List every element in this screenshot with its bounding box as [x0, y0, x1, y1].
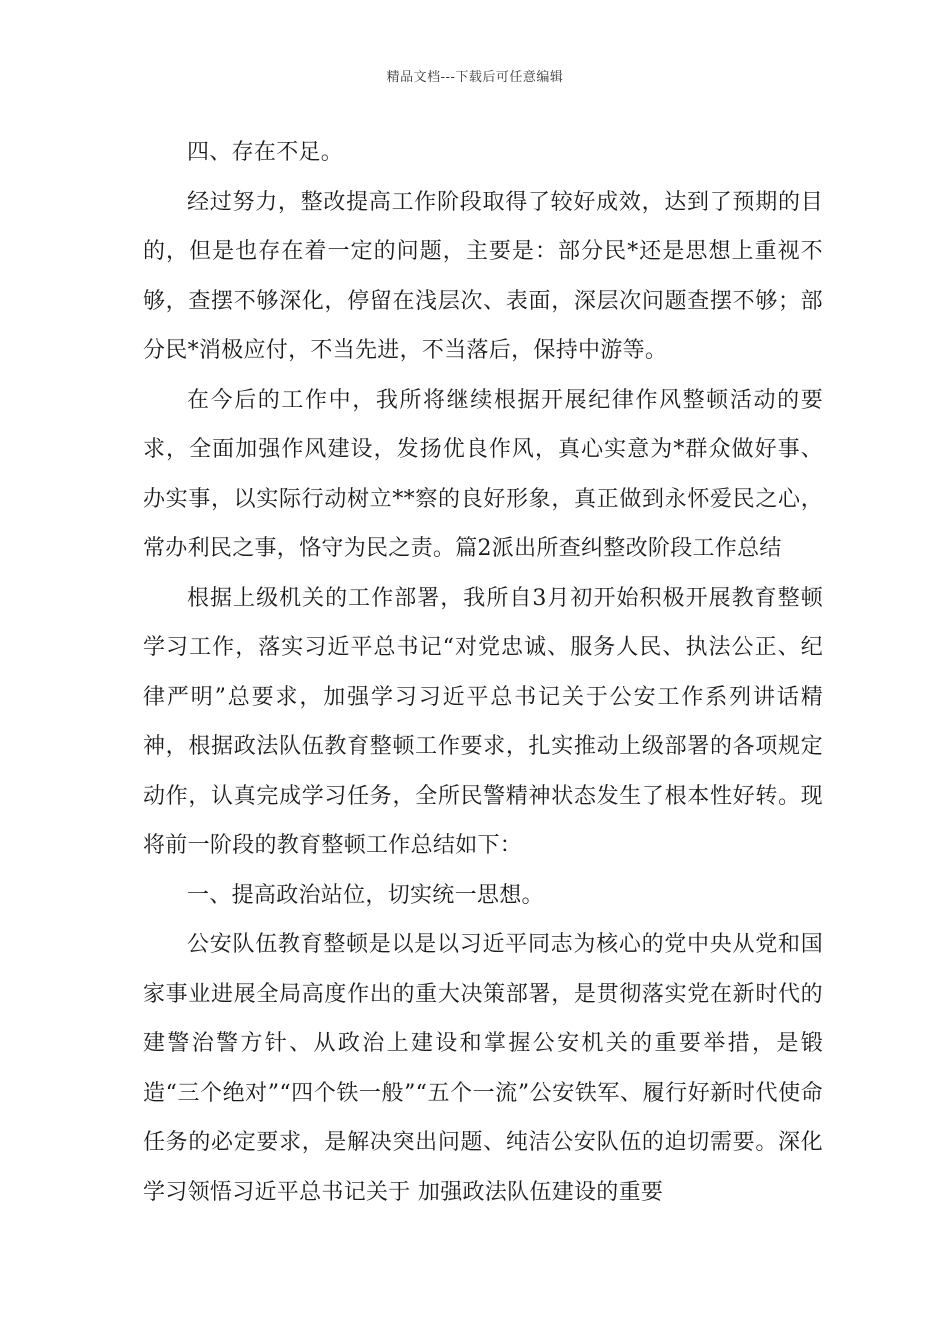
page-header: 精品文档---下载后可任意编辑: [386, 70, 564, 85]
paragraph-heading-shortcomings: 四、存在不足。: [187, 140, 344, 165]
paragraph-future-work: 在今后的工作中，我所将继续根据开展纪律作风整顿活动的要求，全面加强作风建设，发扬优良作风，真心实意为*群众做好事、办实事，以实际行动树立**察的良好形象，真正做到永怀爱民之心，常办利民之事，恪守为民之责。篇2派出所查纠整改阶段工作总结: [143, 387, 823, 561]
paragraph-shortcomings-body: 经过努力，整改提高工作阶段取得了较好成效，达到了预期的目的，但是也存在着一定的问题，主要是：部分民*还是思想上重视不够，查摆不够深化，停留在浅层次、表面，深层次问题查摆不够；部分民*消极应付，不当先进，不当落后，保持中游等。: [143, 189, 823, 363]
paragraph-education-rectification: 根据上级机关的工作部署，我所自3月初开始积极开展教育整顿学习工作，落实习近平总书记“对党忠诚、服务人民、执法公正、纪律严明”总要求，加强学习习近平总书记关于公安工作系列讲话精神，根据政法队伍教育整顿工作要求，扎实推动上级部署的各项规定动作，认真完成学习任务，全所民警精神状态发生了根本性好转。现将前一阶段的教育整顿工作总结如下：: [143, 585, 823, 858]
paragraph-political-stance-body: 公安队伍教育整顿是以是以习近平同志为核心的党中央从党和国家事业进展全局高度作出的重大决策部署，是贯彻落实党在新时代的建警治警方针、从政治上建设和掌握公安机关的重要举措，是锻造“三个绝对”“四个铁一般”“五个一流”公安铁军、履行好新时代使命任务的必定要求，是解决突出问题、纯洁公安队伍的迫切需要。深化学习领悟习近平总书记关于 加强政法队伍建设的重要: [143, 932, 823, 1205]
document-body: [143, 128, 823, 1217]
paragraph-heading-political-stance: 一、提高政治站位，切实统一思想。: [187, 882, 544, 908]
